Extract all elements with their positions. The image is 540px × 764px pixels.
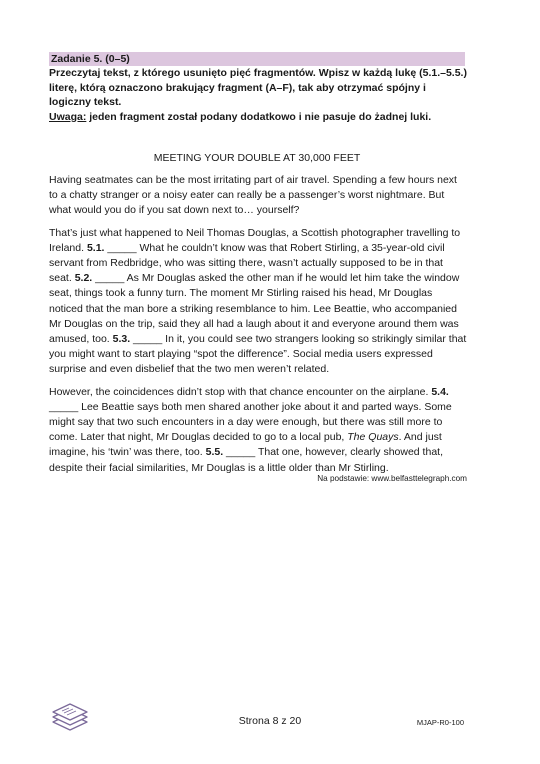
gap-5-4: 5.4. <box>431 385 449 398</box>
text-span: That’s just what happened to Neil Thomas Douglas, a Scottish photographer travelling to Ireland. <box>49 226 461 254</box>
text-span: However, the coincidences didn’t stop with that chance encounter on the airplane. <box>49 385 432 398</box>
text-span: . And just imagine, his ‘twin’ was there, too. <box>49 431 442 459</box>
text-span: _____ As Mr Douglas asked the other man if he would let him take the window seat, things took a funny turn. The moment Mr Stirling raised his head, Mr Douglas noticed that the man bore a striking resemblance to him. Lee Beattie, who accompanied Mr Douglas on the trip, said they all had a laugh about it and everyone around them was amused, too. <box>49 272 460 346</box>
text-span: _____ Lee Beattie says both men shared another joke about it and parted ways. Some might say that two such encounters in a day were enough, but there was still more to come. Later that night, Mr Douglas decided to go to a local pub, <box>49 400 452 444</box>
text-span: _____ In it, you could see two strangers looking so strikingly similar that you might want to start playing “spot the difference”. Social media users expressed surprise and even disbelief that the two men weren’t related. <box>49 333 467 376</box>
paragraph-3 <box>49 385 467 476</box>
text-span: _____ What he couldn’t know was that Robert Stirling, a 35-year-old civil servant from Redbridge, who was sitting there, wasn’t actually supposed to be in that seat. <box>49 241 445 285</box>
exam-code: MJAP-R0-100 <box>416 718 464 727</box>
warning-label: Uwaga: <box>49 110 87 123</box>
page-number: Strona 8 z 20 <box>238 715 302 727</box>
article-title: MEETING YOUR DOUBLE AT 30,000 FEET <box>153 152 361 164</box>
paragraph-2 <box>49 226 467 378</box>
gap-5-2: 5.2. <box>74 272 93 285</box>
gap-5-5: 5.5. <box>205 446 224 459</box>
task-instruction <box>49 66 469 124</box>
paragraph-1: Having seatmates can be the most irritating part of air travel. Spending a few hours next to a chatty stranger or a noisy eater can really be a passenger’s worst nightmare. But what would you do if you sat down next to… yourself? <box>49 174 457 217</box>
instruction-text: Przeczytaj tekst, z którego usunięto pięć fragmentów. Wpisz w każdą lukę (5.1.–5.5.) literę, którą oznaczono brakujący fragment (A–F), tak aby otrzymać spójny i logiczny tekst. <box>49 67 467 108</box>
pub-name: The Quays <box>347 431 399 444</box>
task-heading: Zadanie 5. (0–5) <box>49 52 465 66</box>
text-span: _____ That one, however, clearly showed that, despite their facial similarities, Mr Douglas is a little older than Mr Stirling. <box>49 446 443 474</box>
article-body <box>49 173 467 483</box>
warning-line <box>49 110 469 125</box>
source-credit: Na podstawie: www.belfasttelegraph.com <box>317 474 467 483</box>
gap-5-1: 5.1. <box>86 241 105 254</box>
gap-5-3: 5.3. <box>112 333 131 346</box>
warning-text: jeden fragment został podany dodatkowo i nie pasuje do żadnej luki. <box>86 110 432 123</box>
